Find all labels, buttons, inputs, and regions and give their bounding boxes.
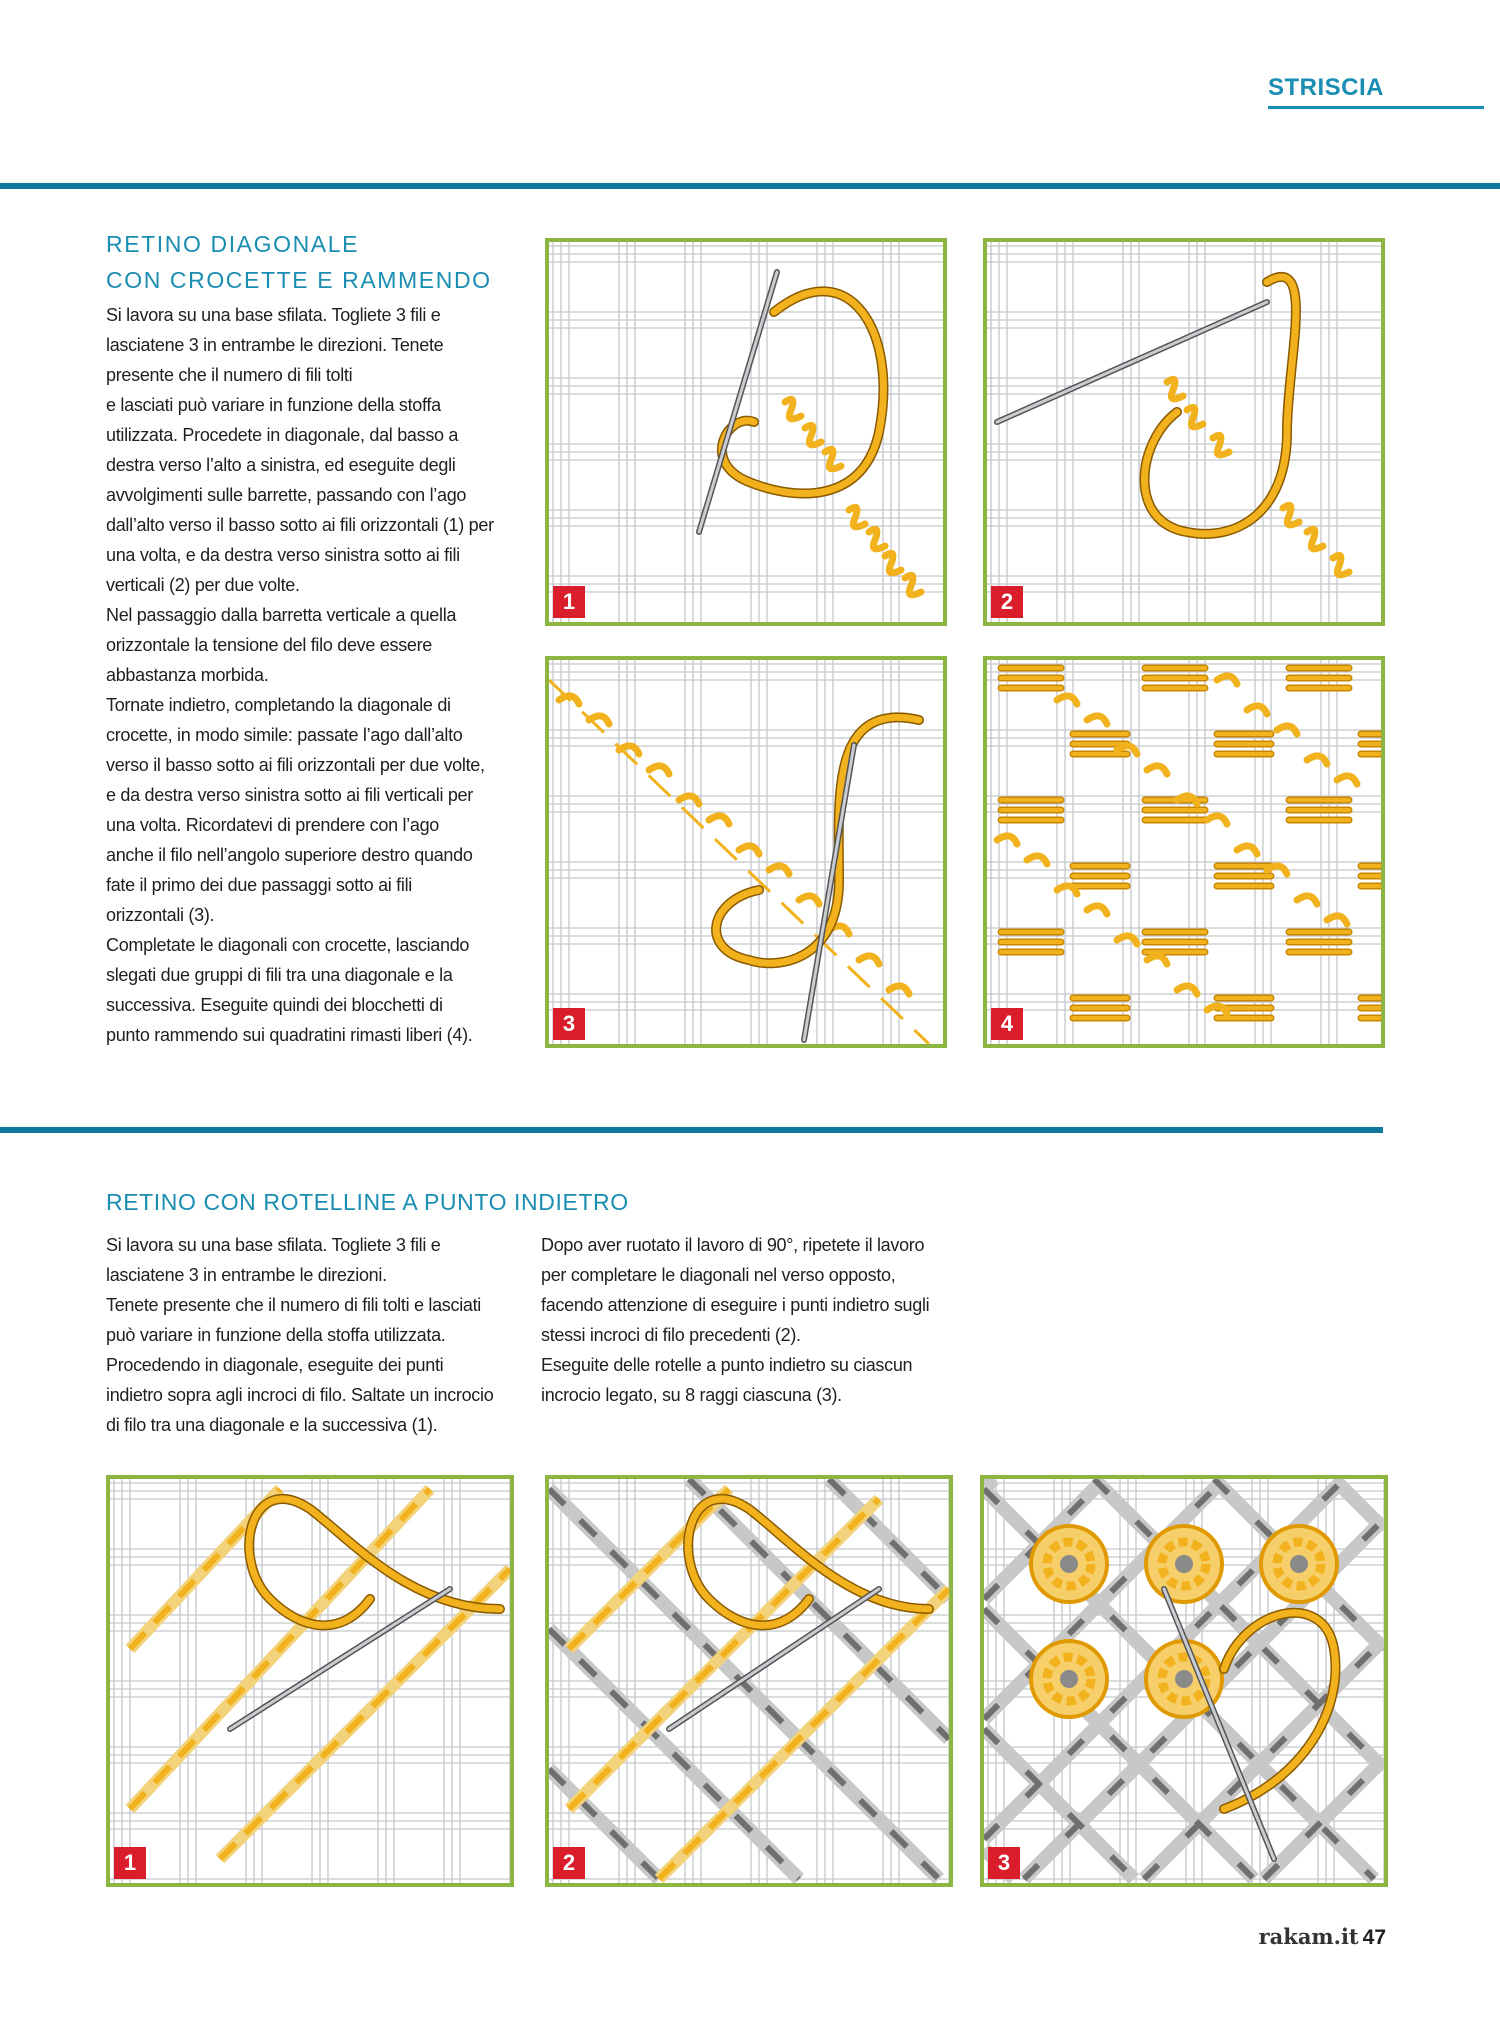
- step2-badge: 2: [991, 586, 1023, 618]
- step1-illustration: [545, 238, 947, 626]
- rotelline-step2-illustration: [545, 1475, 953, 1887]
- section-tag: STRISCIA: [1268, 74, 1385, 101]
- rotelline-step1-badge: 1: [114, 1847, 146, 1879]
- section2-title: RETINO CON ROTELLINE A PUNTO INDIETRO: [106, 1189, 629, 1215]
- step1-badge: 1: [553, 586, 585, 618]
- rotelline-step2-drawing: [549, 1479, 949, 1883]
- step2-drawing: [987, 242, 1381, 622]
- section1-title-line1: RETINO DIAGONALE: [106, 231, 360, 257]
- step1-drawing: [549, 242, 943, 622]
- section1-text: Si lavora su una base sfilata. Togliete 3 fili e lasciatene 3 in entrambe le direzioni. Tenete presente che il numero di fili tolti e lasciati può variare in funzione della stoffa utilizzata. Procedete in diagonale, dal basso a destra verso l’alto a sinistra, ed eseguite degli avvolgimenti sulle barrette, passando con l’ago dall’alto verso il basso sotto ai fili orizzontali (1) per una volta, e da destra verso sinistra sotto ai fili verticali (2) per due volte. Nel passaggio dalla barretta verticale a quella orizzontale la tensione del filo deve essere abbastanza morbida. Tornate indietro, completando la diagonale di crocette, in modo simile: passate l’ago dall’alto verso il basso sotto ai fili orizzontali per due volte, e da destra verso sinistra sotto ai fili verticali per una volta. Ricordatevi di prendere con l’ago anche il filo nell’angolo superiore destro quando fate il primo dei due passaggi sotto ai fili orizzontali (3). Completate le diagonali con crocette, lasciando slegati due gruppi di fili tra una diagonale e la successiva. Eseguite quindi dei blocchetti di punto rammendo sui quadratini rimasti liberi (4).: [106, 305, 494, 1045]
- magazine-brand: rakam.it: [1258, 1924, 1359, 1949]
- middle-divider: [0, 1127, 1383, 1133]
- step3-illustration: [545, 656, 947, 1048]
- step3-badge: 3: [553, 1008, 585, 1040]
- step4-badge: 4: [991, 1008, 1023, 1040]
- rotelline-step3-badge: 3: [988, 1847, 1020, 1879]
- page-number: 47: [1362, 1926, 1386, 1949]
- rotelline-step1-illustration: [106, 1475, 514, 1887]
- rotelline-step1-drawing: [110, 1479, 510, 1883]
- section1-title-line2: CON CROCETTE E RAMMENDO: [106, 267, 492, 293]
- rotelline-step2-badge: 2: [553, 1847, 585, 1879]
- step3-drawing: [549, 660, 943, 1044]
- section-tag-underline: [1268, 106, 1484, 109]
- rotelline-step3-drawing: [984, 1479, 1384, 1883]
- step2-illustration: [983, 238, 1385, 626]
- section1-title: [106, 226, 492, 298]
- page-footer: [1259, 1924, 1386, 1950]
- section2-text-left: Si lavora su una base sfilata. Togliete 3 fili e lasciatene 3 in entrambe le direzioni. Tenete presente che il numero di fili tolti e lasciati può variare in funzione della stoffa utilizzata. Procedendo in diagonale, eseguite dei punti indietro sopra agli incroci di filo. Saltate un incrocio di filo tra una diagonale e la successiva (1).: [106, 1235, 494, 1435]
- step4-illustration: [983, 656, 1385, 1048]
- rotelline-step3-illustration: [980, 1475, 1388, 1887]
- step4-drawing: [987, 660, 1381, 1044]
- top-divider: [0, 183, 1500, 189]
- section2-text-right: Dopo aver ruotato il lavoro di 90°, ripetete il lavoro per completare le diagonali nel verso opposto, facendo attenzione di eseguire i punti indietro sugli stessi incroci di filo precedenti (2). Eseguite delle rotelle a punto indietro su ciascun incrocio legato, su 8 raggi ciascuna (3).: [541, 1235, 930, 1405]
